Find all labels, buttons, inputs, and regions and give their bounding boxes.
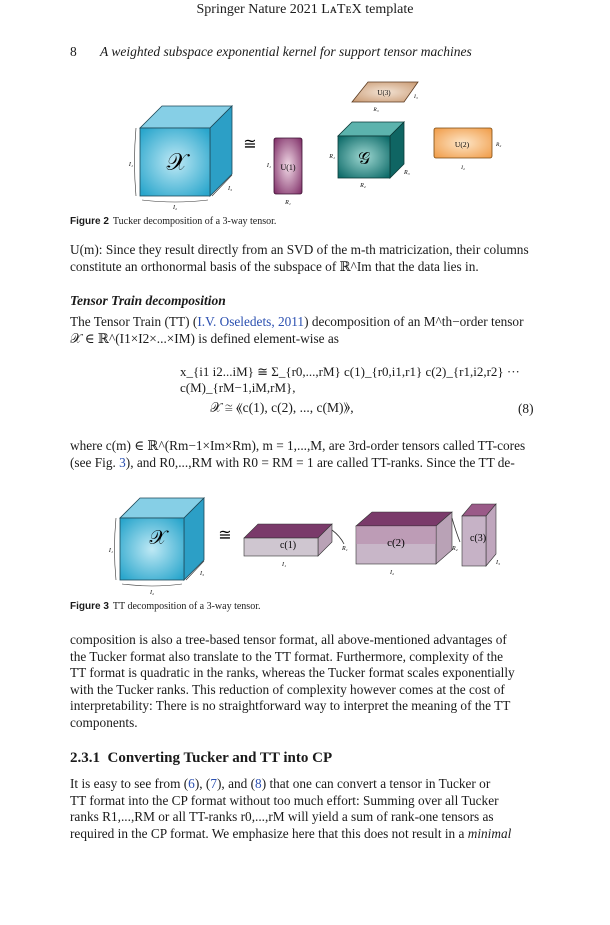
u2-i2: I₂ <box>461 165 465 171</box>
c2-label: c(2) <box>387 537 405 549</box>
section-tensor-train-title: Tensor Train decomposition <box>70 293 226 308</box>
figure-2-tucker-diagram <box>100 76 520 211</box>
g-r2: R₂ <box>360 183 366 189</box>
converting-text-mid2: ), and ( <box>217 776 256 791</box>
converting-text-b: ) that one can convert a tensor in Tucker or <box>261 776 491 791</box>
page-header: Springer Nature 2021 LᴀTᴇX template <box>196 2 414 17</box>
equation-ref-8[interactable]: 8 <box>255 776 262 791</box>
c3-i3: I₃ <box>496 560 501 566</box>
running-head <box>70 44 472 60</box>
paragraph-tt-advantages <box>70 632 540 732</box>
tt-intro-text-b: ) decomposition of an M^th−order tensor <box>304 314 524 329</box>
u1-i1: I₁ <box>266 163 271 169</box>
tt-label-i1: I₁ <box>108 548 113 554</box>
converting-line1 <box>70 776 540 793</box>
paragraph-tt-cores-line1: where c(m) ∈ ℝ^(Rm−1×Im×Rm), m = 1,...,M, are 3rd-order tensors called TT-cores <box>70 438 526 453</box>
paragraph-tt-cores-line2 <box>70 455 540 472</box>
label-i3: I₃ <box>228 186 233 192</box>
core-tensor-g <box>338 122 404 178</box>
figure-2-caption-text: Tucker decomposition of a 3-way tensor. <box>112 216 277 227</box>
u1-r1: R₁ <box>285 200 291 206</box>
section-2-3-1-heading <box>70 750 332 767</box>
u3-label: U(3) <box>377 89 391 97</box>
tt-advantages-line: the Tucker format also translate to the TT format. Furthermore, complexity of the <box>70 648 504 664</box>
figure-3-ref[interactable]: 3 <box>119 454 126 470</box>
tt-advantages-line: components. <box>70 714 138 730</box>
figure-3-caption-label: Figure 3 <box>70 601 109 612</box>
u3-r3: R₃ <box>373 107 379 113</box>
converting-line4 <box>70 826 540 843</box>
x-symbol: 𝒳 <box>166 150 188 176</box>
citation-oseledets[interactable]: I.V. Oseledets, 2011 <box>197 314 305 329</box>
c1-i1: I₁ <box>281 562 287 568</box>
paragraph-tt-intro-line1 <box>70 314 540 331</box>
tt-label-i2: I₂ <box>149 590 155 596</box>
section-2-3-1-title: Converting Tucker and TT into CP <box>107 750 333 766</box>
u2-r2: R₂ <box>496 142 502 148</box>
equation-ref-7[interactable]: 7 <box>210 776 217 791</box>
equation-ref-6[interactable]: 6 <box>188 776 195 791</box>
u2-label: U(2) <box>454 140 470 149</box>
converting-line3: ranks R1,...,RM or all TT-ranks r0,...,rM will yield a sum of rank-one tensors as <box>70 809 494 825</box>
section-2-3-1-number: 2.3.1 <box>70 750 100 766</box>
converting-line2: TT format into the CP format without too much effort: Summing over all Tucker <box>70 792 499 808</box>
approx-symbol: ≅ <box>243 136 257 153</box>
tt-advantages-line: TT format is quadratic in the ranks, whereas the Tucker format scales exponentially <box>70 665 515 681</box>
g-symbol: 𝒢 <box>357 149 371 168</box>
equation-line2: 𝒳 ≅ ⟪c(1), c(2), ..., c(M)⟫, <box>210 400 354 415</box>
label-i1: I₁ <box>128 162 133 168</box>
figure-2-caption <box>70 216 276 227</box>
u3-i3: I₃ <box>414 94 418 100</box>
u1-label: U(1) <box>280 163 296 172</box>
g-r3: R₃ <box>404 170 410 176</box>
figure-3-tt-diagram <box>100 488 520 598</box>
paragraph-u-m <box>70 242 540 275</box>
page-number: 8 <box>70 44 77 59</box>
converting-text-minimal: minimal <box>467 825 512 841</box>
paragraph-converting <box>70 776 540 842</box>
paragraph-tt-intro <box>70 314 540 347</box>
equation-line1: x_{i1 i2...iM} ≅ Σ_{r0,...,rM} c(1)_{r0,i1,r1} c(2)_{r1,i2,r2} ··· c(M)_{rM−1,iM,rM}, <box>180 364 520 395</box>
approx-symbol-tt: ≅ <box>218 527 232 544</box>
figure-2-caption-label: Figure 2 <box>70 216 109 227</box>
c2-i2: I₂ <box>389 570 395 576</box>
g-r1: R₁ <box>329 154 335 160</box>
tt-advantages-line: interpretability: There is no straightforward way to interpret the meaning of the TT <box>70 698 511 714</box>
equation-number: (8) <box>518 401 534 416</box>
figure-3-caption-text: TT decomposition of a 3-way tensor. <box>112 601 261 612</box>
c1-label: c(1) <box>279 540 297 551</box>
converting-text-c: required in the CP format. We emphasize here that this does not result in a <box>70 825 468 841</box>
paragraph-u-m-line1: U(m): Since they result directly from an SVD of the m-th matricization, their columns <box>70 242 529 257</box>
converting-text-a: It is easy to see from ( <box>70 776 189 791</box>
tt-advantages-line: composition is also a tree-based tensor format, all above-mentioned advantages of <box>70 632 507 647</box>
paragraph-tt-intro-line2: 𝒳 ∈ ℝ^(I1×I2×...×IM) is defined element-wise as <box>70 330 339 346</box>
tt-cores-text-a: (see Fig. <box>70 454 120 470</box>
figure-3-caption <box>70 601 260 612</box>
paragraph-tt-cores <box>70 438 540 471</box>
paragraph-u-m-line2: constitute an orthonormal basis of the subspace of ℝ^Im that the data lies in. <box>70 258 479 274</box>
running-title: A weighted subspace exponential kernel for support tensor machines <box>100 44 472 59</box>
tt-label-i3: I₃ <box>200 571 205 577</box>
tt-advantages-line: with the Tucker ranks. This reduction of complexity however comes at the cost of <box>70 681 505 697</box>
tt-r2: R₂ <box>452 546 458 552</box>
tt-r1: R₁ <box>342 546 348 552</box>
label-i2: I₂ <box>172 205 178 211</box>
tt-cores-text-b: ), and R0,...,RM with R0 = RM = 1 are called TT-ranks. Since the TT de- <box>125 454 515 470</box>
x-symbol-tt: 𝒳 <box>149 527 167 549</box>
converting-text-mid1: ), ( <box>194 776 211 791</box>
tt-intro-text-a: The Tensor Train (TT) ( <box>70 314 198 329</box>
c3-label: c(3) <box>469 533 487 544</box>
